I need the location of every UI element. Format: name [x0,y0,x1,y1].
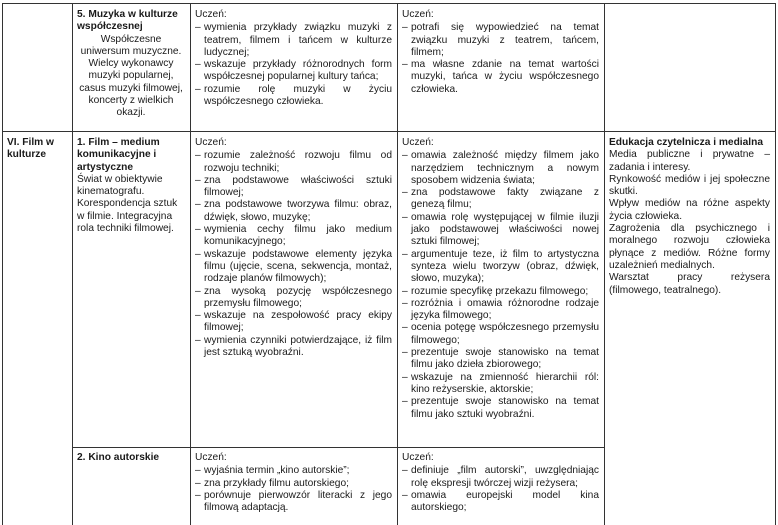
list-item: – wymienia cechy filmu jako medium komunikacyjnego; [195,224,392,249]
learner-label: Uczeń: [402,452,434,463]
col-line-5 [775,3,776,525]
list-item: – prezentuje swoje stanowisko na temat filmu jako sztuki wyobraźni. [402,396,599,421]
topic-title: 1. Film – medium komunikacyjne i artystyczne [77,137,160,173]
notes-item: Wpływ mediów na różne aspekty życia człowieka. [609,198,770,222]
learner-label: Uczeń: [195,9,227,20]
list-item: – zna przykłady filmu autorskiego; [195,478,392,490]
topic-title: 2. Kino autorskie [77,452,160,463]
list-item: – prezentuje swoje stanowisko na temat filmu jako dzieła zbiorowego; [402,347,599,372]
col-line-0 [2,3,3,525]
section-title: VI. Film w kulturze [7,137,54,161]
notes-item: Rynkowość mediów i jej społeczne skutki. [609,173,770,198]
col-line-4 [604,3,605,525]
topic-body: Współczesne uniwersum muzyczne. Wielcy wykonawcy muzyki popularnej, casus muzyki filmowej, koncerty z wielkich okazji. [79,33,183,119]
list-item: – rozumie zależność rozwoju filmu od rozwoju techniki; [195,150,392,175]
learner-label: Uczeń: [402,137,434,148]
extended-cell-row3 [402,452,599,514]
list-item: – potrafi się wypowiedzieć na temat związku muzyki z teatrem, tańcem, filmem; [402,22,599,59]
extended-cell-row1 [402,9,599,96]
extended-cell-row2 [402,137,599,421]
col-line-2 [190,3,191,525]
list-item: – ma własne zdanie na temat wartości muzyki, tańca w życiu współczesnego człowieka. [402,59,599,96]
notes-item: Warsztat pracy reżysera (filmowego, teatralnego). [609,272,770,296]
list-item: – rozróżnia i omawia różnorodne rodzaje języka filmowego; [402,298,599,323]
topic-cell-row2 [77,137,185,235]
list-item: – wskazuje podstawowe elementy języka filmu (ujęcie, scena, sekwencja, montaż, rodzaje planów filmowych); [195,249,392,286]
list-item: – definiuje „film autorski”, uwzględniając rolę ekspresji twórczej wizji reżysera; [402,465,599,490]
topic-body: Świat w obiektywie kinematografu. Korespondencja sztuk w filmie. Integracyjna rola techniki filmowej. [77,173,178,235]
notes-cell-row2 [609,137,770,297]
col-line-3 [397,3,398,525]
basic-cell-row2 [195,137,392,359]
list-item: – porównuje pierwowzór literacki z jego filmową adaptacją. [195,490,392,515]
list-item: – ocenia potęgę współczesnego przemysłu filmowego; [402,322,599,347]
topic-cell-row1 [77,9,185,120]
notes-item: Zagrożenia dla psychicznego i moralnego rozwoju człowieka płynące z mediów. Różne formy uzależnień medialnych. [609,223,770,271]
col-line-1 [72,3,73,525]
list-item: – zna podstawowe właściwości sztuki filmowej; [195,175,392,200]
list-item: – omawia europejski model kina autorskiego; [402,490,599,515]
learner-label: Uczeń: [402,9,434,20]
table-border-top [2,3,776,4]
learner-label: Uczeń: [195,452,227,463]
list-item: – rozumie rolę muzyki w życiu współczesnego człowieka. [195,84,392,109]
topic-cell-row3 [77,452,185,464]
list-item: – zna podstawowe fakty związane z genezą filmu; [402,187,599,212]
list-item: – zna wysoką pozycję współczesnego przemysłu filmowego; [195,286,392,311]
notes-title: Edukacja czytelnicza i medialna [609,137,764,148]
list-item: – argumentuje teze, iż film to artystyczna synteza wielu tworzyw (obraz, dźwięk, słowo, muzyka); [402,249,599,286]
basic-cell-row1 [195,9,392,108]
list-item: – wymienia czynniki potwierdzające, iż film jest sztuką wyobraźni. [195,335,392,360]
basic-cell-row3 [195,452,392,514]
topic-title: 5. Muzyka w kulturze współczesnej [77,9,178,33]
list-item: – wyjaśnia termin „kino autorskie”; [195,465,392,477]
row-divider-2 [72,447,604,448]
list-item: – wskazuje na zmienność hierarchii ról: kino reżyserskie, aktorskie; [402,372,599,397]
list-item: – wskazuje przykłady różnorodnych form współczesnej popularnej kultury tańca; [195,59,392,84]
row-divider-1 [2,131,776,132]
list-item: – wskazuje na zespołowość pracy ekipy filmowej; [195,310,392,335]
list-item: – rozumie specyfikę przekazu filmowego; [402,286,599,298]
learner-label: Uczeń: [195,137,227,148]
list-item: – zna podstawowe tworzywa filmu: obraz, dźwięk, słowo, muzykę; [195,199,392,224]
list-item: – omawia zależność między filmem jako narzędziem technicznym a nowym sposobem widzenia świata; [402,150,599,187]
list-item: – omawia rolę występującej w filmie iluzji jako podstawowej właściwości nowej sztuki filmowej; [402,212,599,249]
notes-item: Media publiczne i prywatne – zadania i interesy. [609,149,770,173]
list-item: – wymienia przykłady związku muzyki z teatrem, filmem i tańcem w kulturze ludycznej; [195,22,392,59]
